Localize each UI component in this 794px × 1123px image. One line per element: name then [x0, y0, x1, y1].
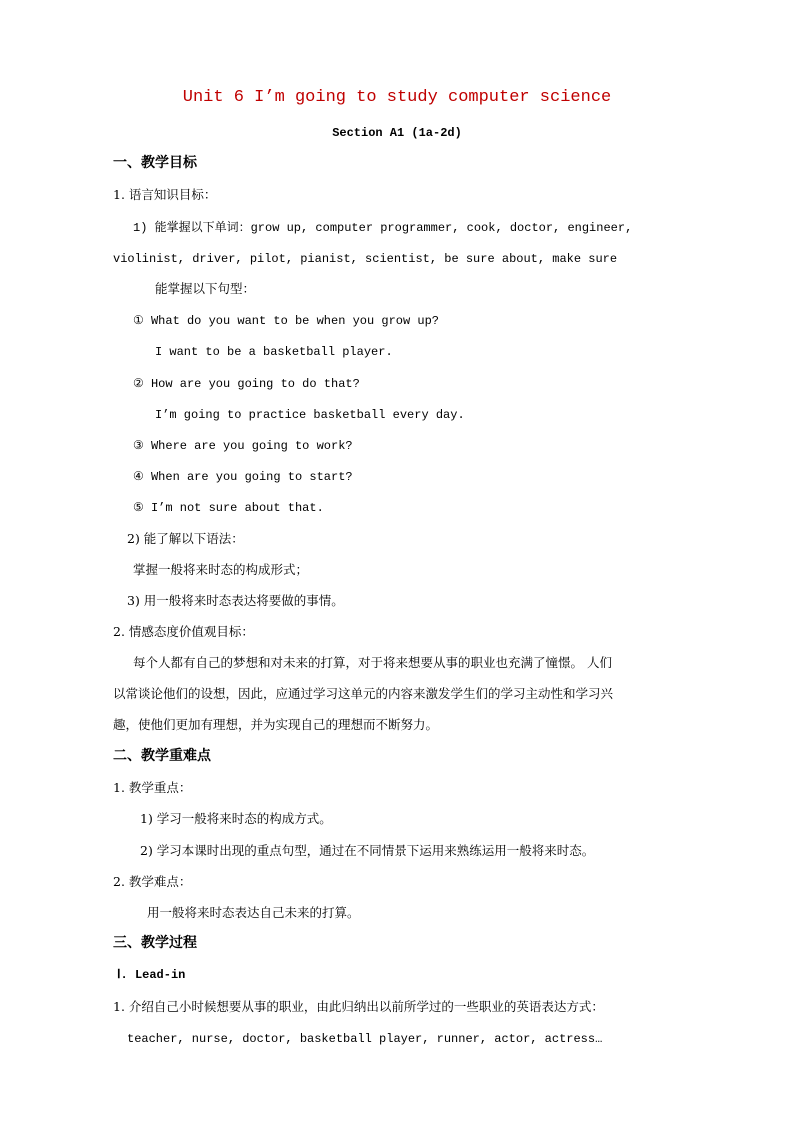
grammar-objective: 2) 能了解以下语法： [127, 531, 244, 546]
objective-emotion: 2. 情感态度价值观目标： [113, 624, 254, 639]
key-point-label: 1. 教学重点： [113, 780, 192, 795]
lead-in-step-1: 1. 介绍自己小时候想要从事的职业，由此归纳出以前所学过的一些职业的英语表达方式： [113, 999, 604, 1014]
difficult-point-1: 用一般将来时态表达自己未来的打算。 [147, 905, 360, 920]
vocab-line-1: 1) 能掌握以下单词：grow up, computer programmer, cook, doctor, engineer, [133, 221, 633, 235]
key-point-1: 1) 学习一般将来时态的构成方式。 [140, 811, 332, 826]
sentence-3: ③ Where are you going to work? [133, 439, 353, 453]
paragraph-line-2: 以常谈论他们的设想，因此，应通过学习这单元的内容来激发学生们的学习主动性和学习兴 [113, 686, 614, 701]
heading-objectives: 一、教学目标 [113, 155, 197, 171]
paragraph-line-3: 趣，使他们更加有理想，并为实现自己的理想而不断努力。 [113, 717, 439, 732]
sentence-5: ⑤ I’m not sure about that. [133, 501, 324, 515]
difficult-point-label: 2. 教学难点： [113, 874, 192, 889]
document-title: Unit 6 I’m going to study computer science [182, 88, 612, 107]
sentences-intro: 能掌握以下句型： [155, 281, 256, 296]
answer-1: I want to be a basketball player. [155, 345, 393, 359]
heading-process: 三、教学过程 [113, 935, 197, 951]
section-subtitle: Section A1 (1a-2d) [332, 126, 462, 140]
heading-key-points: 二、教学重难点 [113, 748, 211, 764]
lead-in-heading: Ⅰ. Lead-in [117, 968, 186, 982]
sentence-1: ① What do you want to be when you grow up? [133, 314, 440, 328]
grammar-detail: 掌握一般将来时态的构成形式； [133, 562, 309, 577]
vocab-line-2: violinist, driver, pilot, pianist, scientist, be sure about, make sure [113, 252, 618, 266]
sentence-4: ④ When are you going to start? [133, 470, 353, 484]
key-point-2: 2) 学习本课时出现的重点句型，通过在不同情景下运用来熟练运用一般将来时态。 [140, 843, 595, 858]
objective-language: 1. 语言知识目标： [113, 187, 217, 202]
paragraph-line-1: 每个人都有自己的梦想和对未来的打算，对于将来想要从事的职业也充满了憧憬。 人们 [133, 655, 612, 670]
answer-2: I’m going to practice basketball every day. [155, 408, 465, 422]
future-tense-objective: 3) 用一般将来时态表达将要做的事情。 [127, 593, 344, 608]
occupations-list: teacher, nurse, doctor, basketball player, runner, actor, actress… [127, 1032, 603, 1046]
sentence-2: ② How are you going to do that? [133, 377, 360, 391]
